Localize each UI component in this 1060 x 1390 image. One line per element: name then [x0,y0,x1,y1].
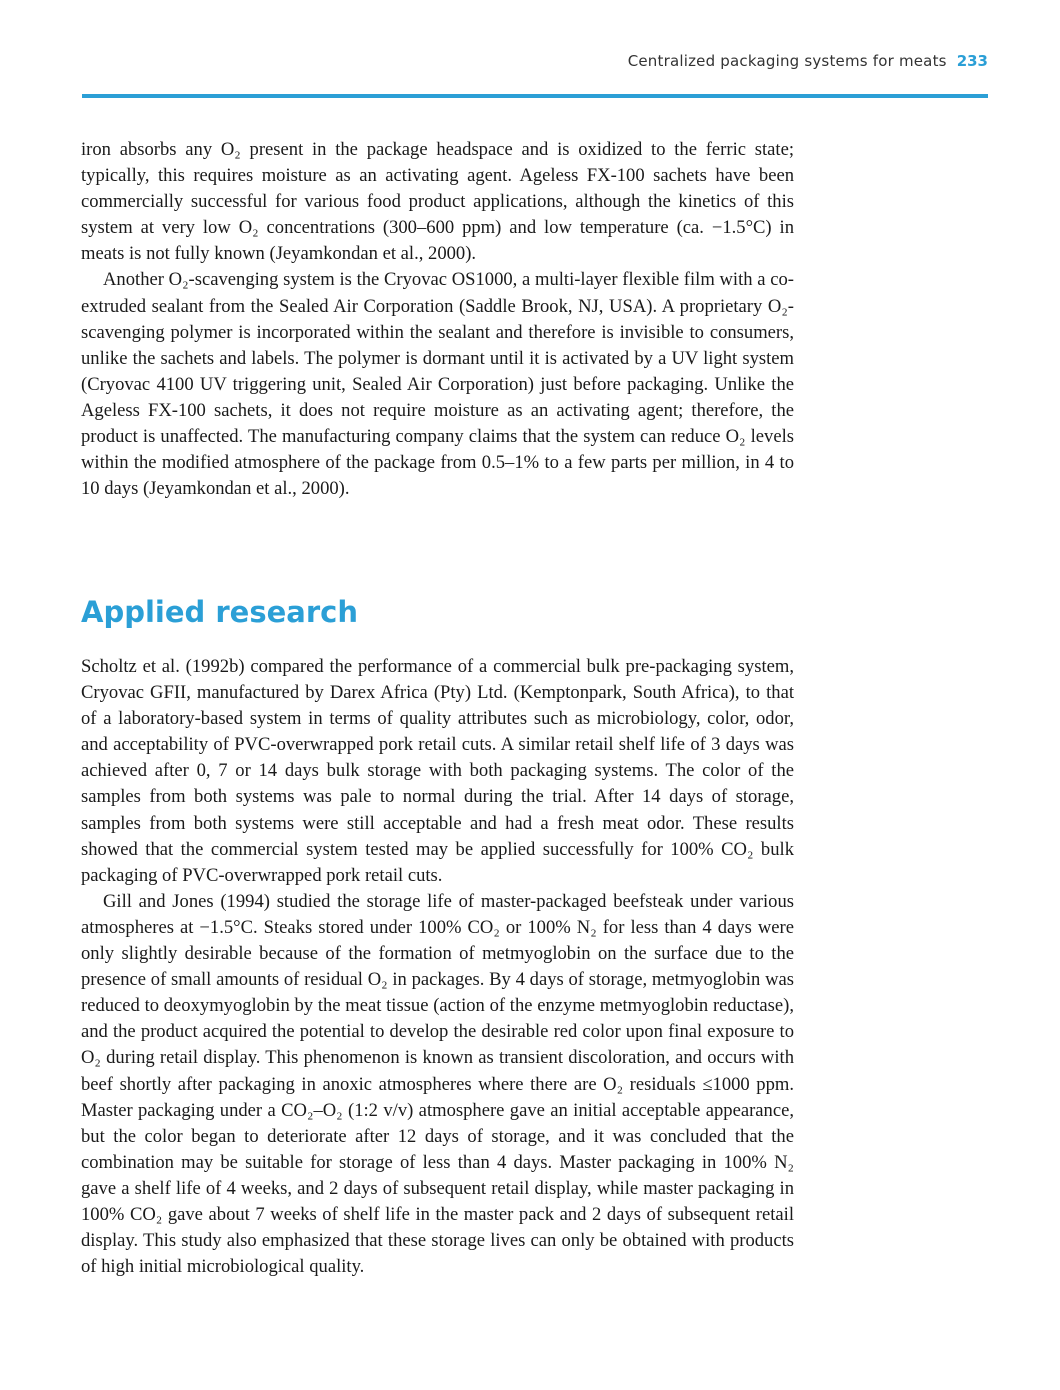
paragraph-1: iron absorbs any O₂ present in the package headspace and is oxidized to the ferric state; typically, this requires moisture as an activating agent. Ageless FX-100 sachets have been commercially successful for various food product applications, although the kinetics of this system at very low O₂ concentrations (300–600 ppm) and low temperature (ca. −1.5°C) in meats is not fully known (Jeyamkondan et al., 2000). [81,139,794,265]
paragraph-3: Scholtz et al. (1992b) compared the performance of a commercial bulk pre-packaging system, Cryovac GFII, manufactured by Darex Africa (Pty) Ltd. (Kemptonpark, South Africa), to that of a laboratory-based system in terms of quality attributes such as microbiology, color, odor, and acceptability of PVC-overwrapped pork retail cuts. A similar retail shelf life of 3 days was achieved after 0, 7 or 14 days bulk storage with both packaging systems. The color of the samples from both systems was pale to normal during the trial. After 14 days of storage, samples from both systems were still acceptable and had a fresh meat odor. These results showed that the commercial system tested may be applied successfully for 100% CO₂ bulk packaging of PVC-overwrapped pork retail cuts. [81,656,794,886]
header-rule [82,94,988,98]
section-heading: Applied research [81,595,358,629]
body-text-applied-research [81,654,794,1280]
page-number: 233 [956,52,988,70]
running-head [628,52,988,70]
paragraph-4: Gill and Jones (1994) studied the storage life of master-packaged beefsteak under various atmospheres at −1.5°C. Steaks stored under 100% CO₂ or 100% N₂ for less than 4 days were only slightly desirable because of the formation of metmyoglobin on the surface due to the presence of small amounts of residual O₂ in packages. By 4 days of storage, metmyoglobin was reduced to deoxymyoglobin by the meat tissue (action of the enzyme metmyoglobin reductase), and the product acquired the potential to develop the desirable red color upon final exposure to O₂ during retail display. This phenomenon is known as transient discoloration, and occurs with beef shortly after packaging in anoxic atmospheres where there are O₂ residuals ≤1000 ppm. Master packaging under a CO₂–O₂ (1:2 v/v) atmosphere gave an initial acceptable appearance, but the color began to deteriorate after 12 days of storage, and it was concluded that the combination may be suitable for storage of less than 4 days. Master packaging in 100% N₂ gave a shelf life of 4 weeks, and 2 days of subsequent retail display, while master packaging in 100% CO₂ gave about 7 weeks of shelf life in the master pack and 2 days of subsequent retail display. This study also emphasized that these storage lives can only be obtained with products of high initial microbiological quality. [81,890,794,1278]
paragraph-2: Another O₂-scavenging system is the Cryovac OS1000, a multi-layer flexible film with a co-extruded sealant from the Sealed Air Corporation (Saddle Brook, NJ, USA). A proprietary O₂-scavenging polymer is incorporated within the sealant and therefore is invisible to consumers, unlike the sachets and labels. The polymer is dormant until it is activated by a UV light system (Cryovac 4100 UV triggering unit, Sealed Air Corporation) just before packaging. Unlike the Ageless FX-100 sachets, it does not require moisture as an activating agent; therefore, the product is unaffected. The manufacturing company claims that the system can reduce O₂ levels within the modified atmosphere of the package from 0.5–1% to a few parts per million, in 4 to 10 days (Jeyamkondan et al., 2000). [81,269,794,500]
body-text-top [81,137,794,502]
running-title: Centralized packaging systems for meats [627,52,947,70]
